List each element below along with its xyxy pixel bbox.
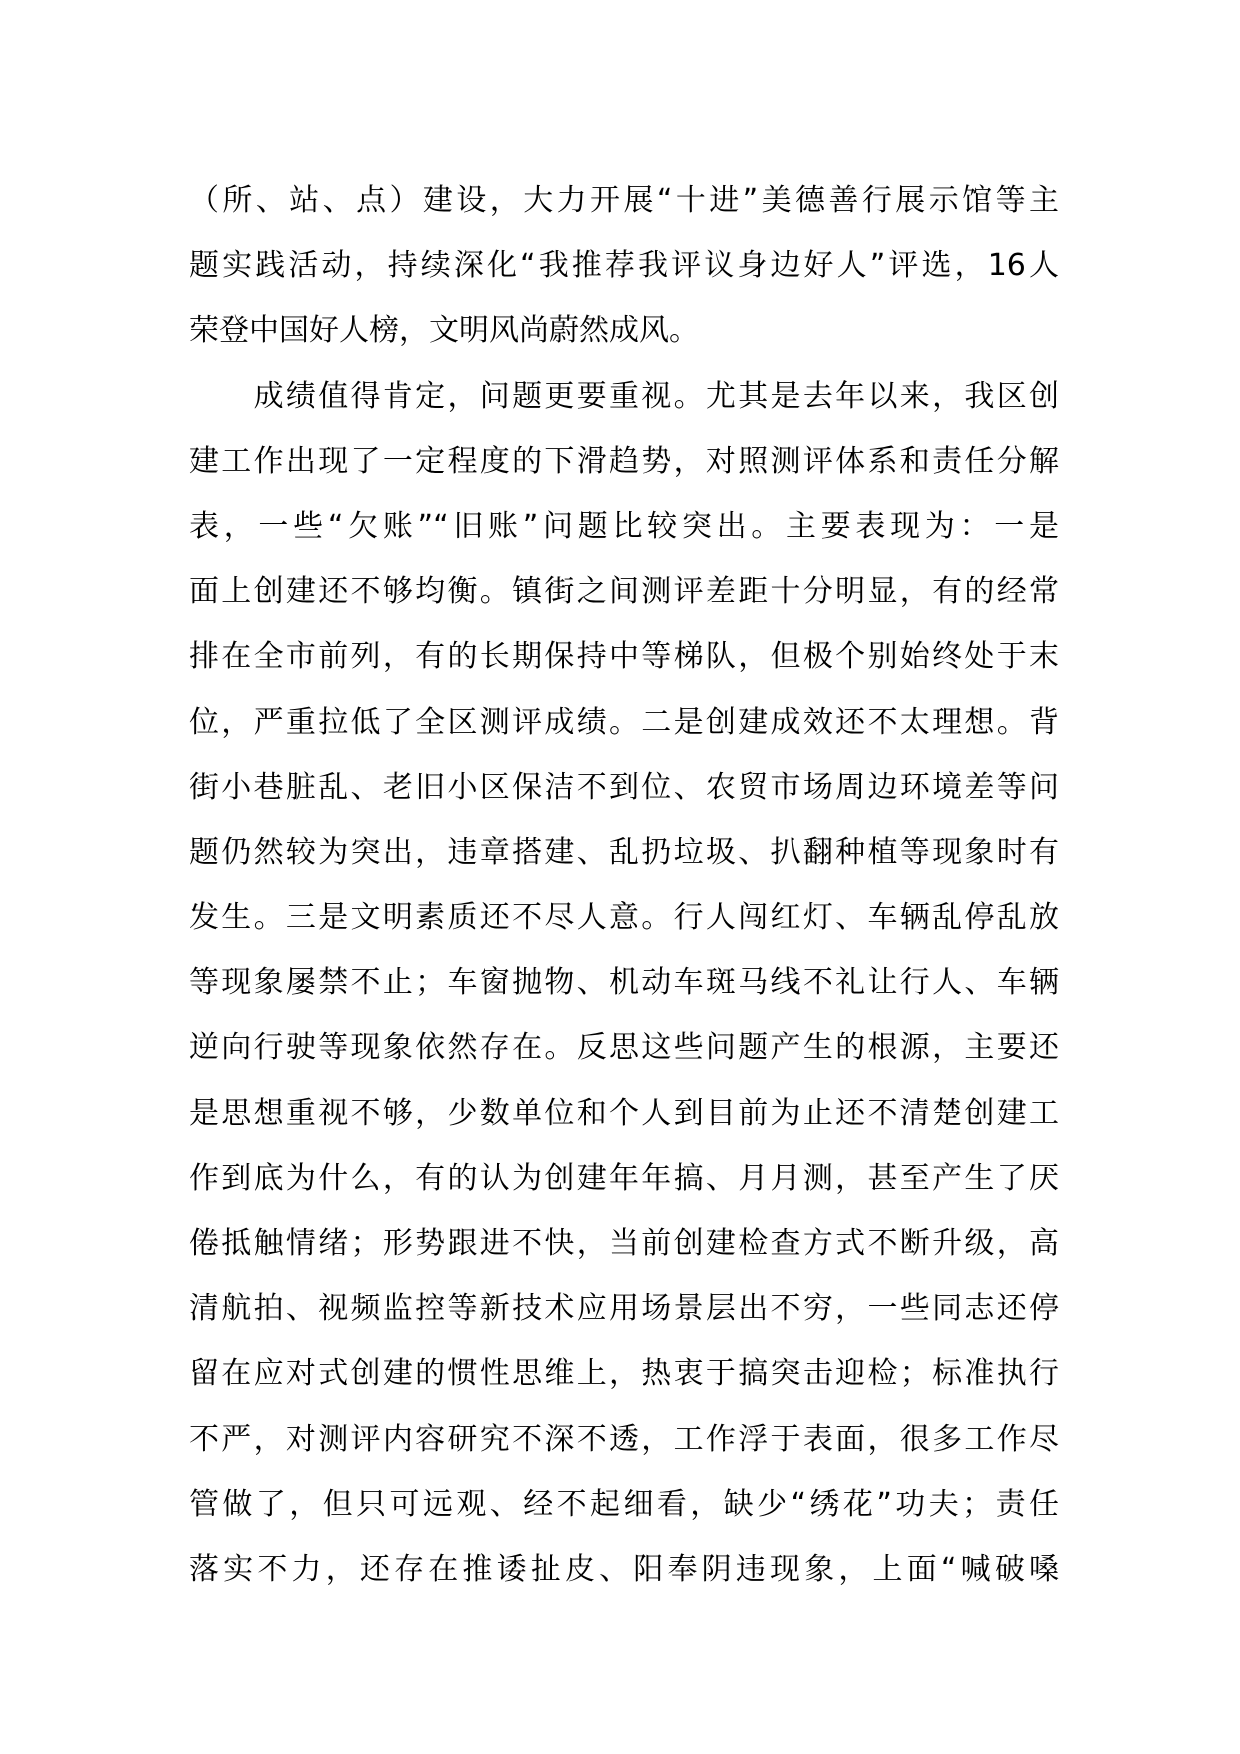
text-line: 排在全市前列，有的长期保持中等梯队，但极个别始终处于末 <box>189 639 1059 675</box>
text-line: 等现象屡禁不止；车窗抛物、机动车斑马线不礼让行人、车辆 <box>189 965 1059 1001</box>
text-line: 题实践活动，持续深化“我推荐我评议身边好人”评选，16人 <box>189 248 1059 284</box>
text-line: 不严，对测评内容研究不深不透，工作浮于表面，很多工作尽 <box>189 1421 1059 1457</box>
text-line: 发生。三是文明素质还不尽人意。行人闯红灯、车辆乱停乱放 <box>189 900 1059 936</box>
text-line: 留在应对式创建的惯性思维上，热衷于搞突击迎检；标准执行 <box>189 1356 1059 1392</box>
text-line: （所、站、点）建设，大力开展“十进”美德善行展示馆等主 <box>189 183 1059 218</box>
text-line: 逆向行驶等现象依然存在。反思这些问题产生的根源，主要还 <box>189 1030 1059 1066</box>
text-line: 题仍然较为突出，违章搭建、乱扔垃圾、扒翻种植等现象时有 <box>189 834 1059 870</box>
body-text <box>189 168 1059 1602</box>
text-line: 作到底为什么，有的认为创建年年搞、月月测，甚至产生了厌 <box>189 1160 1059 1196</box>
text-line: 荣登中国好人榜，文明风尚蔚然成风。 <box>189 313 699 349</box>
text-line: 落实不力，还存在推诿扯皮、阳奉阴违现象，上面“喊破嗓 <box>189 1551 1059 1587</box>
text-line: 位，严重拉低了全区测评成绩。二是创建成效还不太理想。背 <box>189 704 1059 740</box>
text-line: 是思想重视不够，少数单位和个人到目前为止还不清楚创建工 <box>189 1095 1059 1131</box>
text-line: 建工作出现了一定程度的下滑趋势，对照测评体系和责任分解 <box>189 443 1059 479</box>
text-line: 面上创建还不够均衡。镇街之间测评差距十分明显，有的经常 <box>189 574 1059 610</box>
text-line: 倦抵触情绪；形势跟进不快，当前创建检查方式不断升级，高 <box>189 1226 1059 1261</box>
text-line: 街小巷脏乱、老旧小区保洁不到位、农贸市场周边环境差等问 <box>189 769 1059 805</box>
text-line: 清航拍、视频监控等新技术应用场景层出不穷，一些同志还停 <box>189 1291 1059 1327</box>
text-line: 管做了，但只可远观、经不起细看，缺少“绣花”功夫；责任 <box>189 1486 1059 1522</box>
text-line: 成绩值得肯定，问题更要重视。尤其是去年以来，我区创 <box>189 378 1059 414</box>
text-line: 表，一些“欠账”“旧账”问题比较突出。主要表现为：一是 <box>189 508 1059 544</box>
